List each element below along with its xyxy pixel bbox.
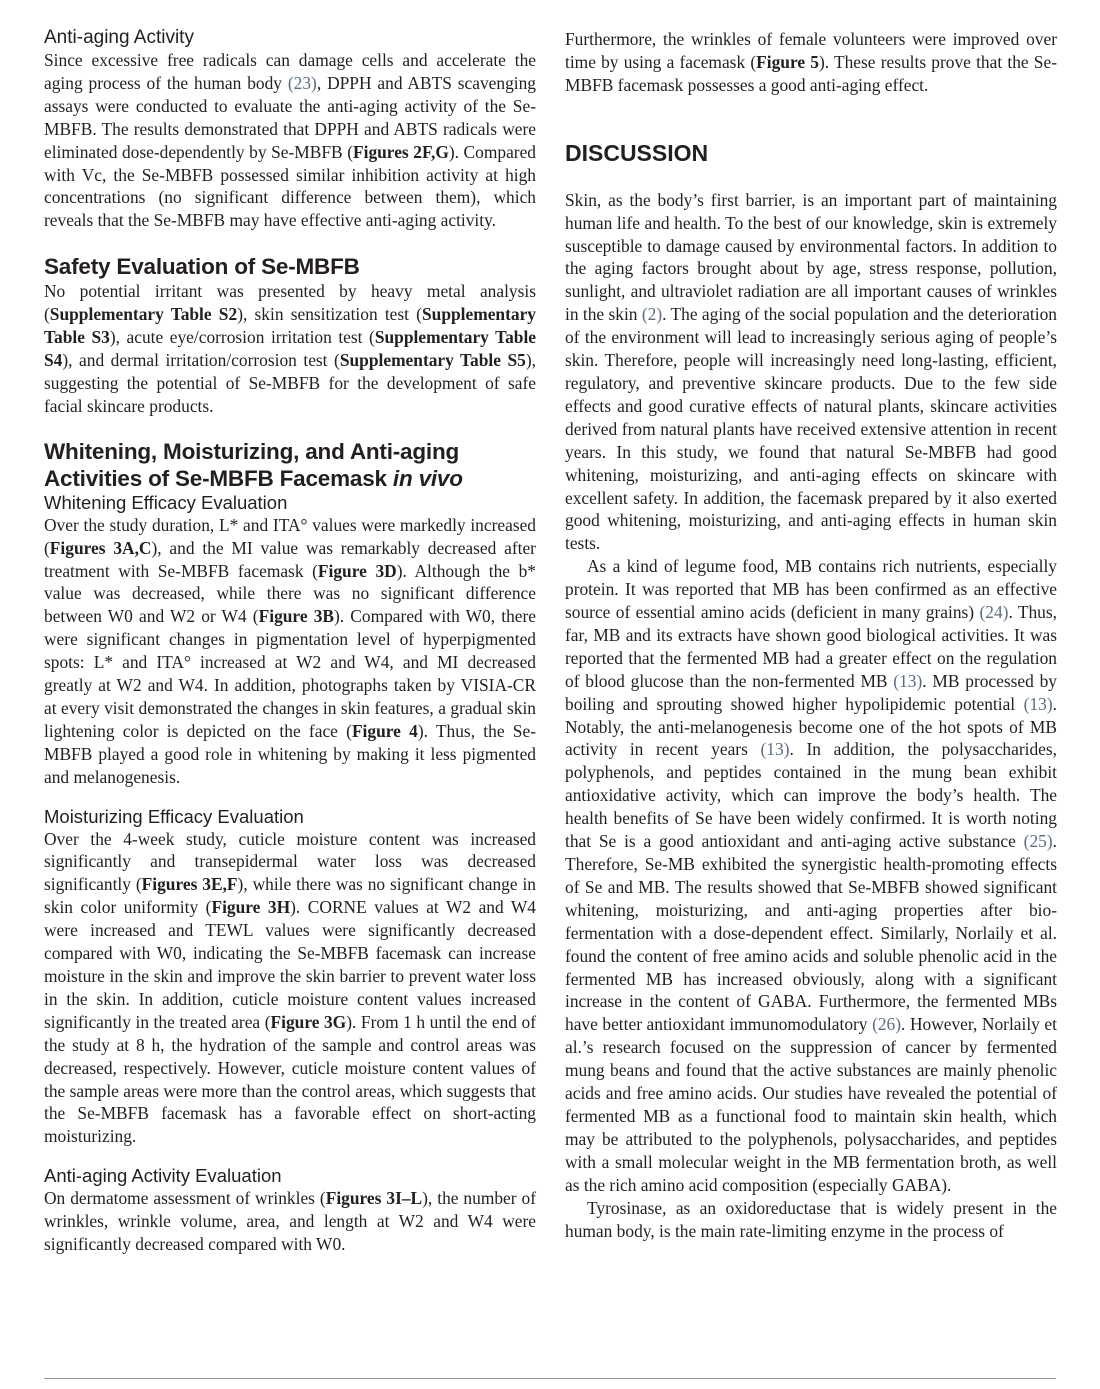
table-link[interactable]: Supplementary Table S3 [44, 304, 537, 348]
citation-link[interactable]: (24) [979, 602, 1009, 623]
subsection-heading: Moisturizing Efficacy Evaluation [44, 805, 304, 827]
table-link[interactable]: Supplementary Table S2 [49, 304, 238, 325]
figure-link[interactable]: Figure 3D [317, 560, 397, 581]
paragraph: Furthermore, the wrinkles of female volunteers were improved over time by using a facemask (Figure 5). These results prove that the Se-MBFB facemask possesses a good anti-aging effect. [565, 29, 1057, 95]
paragraph: No potential irritant was presented by heavy metal analysis (Supplementary Table S2), skin sensitization test (Supplementary Table S3), acute eye/corrosion irritation test (Supplementary Table S4), and dermal irritation/corrosion test (Supplementary Table S5), suggesting the potential of Se-MBFB for the development of safe facial skincare products. [44, 281, 537, 416]
section-safety-evaluation [44, 253, 536, 417]
figure-link[interactable]: Figures 3E,F [141, 874, 238, 895]
paragraph: Over the study duration, L* and ITA° values were markedly increased (Figures 3A,C), and the MI value was remarkably decreased after treatment with Se-MBFB facemask (Figure 3D). Although the b* value was decreased, while there was no significant difference between W0 and W2 or W4 (Figure 3B). Compared with W0, there were significant changes in pigmentation level of hyperpigmented spots: L* and ITA° increased at W2 and W4, and MI decreased greatly at W2 and W4. In addition, photographs taken by VISIA-CR at every visit demonstrated the changes in skin features, a gradual skin lightening color is depicted on the face (Figure 4). Thus, the Se-MBFB played a good role in whitening by making it less pigmented and melanogenesis. [44, 514, 536, 787]
table-link[interactable]: Supplementary Table S4 [44, 327, 537, 370]
figure-link[interactable]: Figure 3G [270, 1011, 347, 1032]
right-column [565, 28, 1057, 1242]
figure-link[interactable]: Figure 3H [211, 897, 291, 918]
section-heading: Whitening, Moisturizing, and Anti-aging Activities of Se-MBFB Facemask in vivo [44, 438, 463, 491]
figure-link[interactable]: Figures 3I–L [325, 1188, 423, 1209]
section-heading: DISCUSSION [565, 139, 709, 166]
citation-link[interactable]: (2) [641, 304, 663, 325]
subsection-anti-aging-evaluation [44, 1165, 536, 1256]
paragraph: As a kind of legume food, MB contains rich nutrients, especially protein. It was reported that MB has been confirmed as an effective source of essential amino acids (deficient in many grains) (24). Thus, far, MB and its extracts have shown good biological activities. It was reported that the fermented MB had a greater effect on the regulation of blood glucose than the non-fermented MB (13). MB processed by boiling and sprouting showed higher hypolipidemic potential (13). Notably, the anti-melanogenesis become one of the hot spots of MB activity in recent years (13). In addition, the polysaccharides, polyphenols, and peptides contained in the mung bean exhibit antioxidative activity, which can improve the body’s health. The health benefits of Se have been widely confirmed. It is worth noting that Se is a good antioxidant and anti-aging active substance (25). Therefore, Se-MB exhibited the synergistic health-promoting effects of Se and MB. The results showed that Se-MBFB showed significant whitening, moisturizing, and anti-aging properties after bio-fermentation with a dose-dependent effect. Similarly, Norlaily et al. found the content of free amino acids and soluble phenolic acid in the fermented MB has increased obviously, along with a significant increase in the content of GABA. Furthermore, the fermented MBs have better antioxidant immunomodulatory (26). However, Norlaily et al.’s research focused on the suppression of cancer by fermented mung beans and found that the active substances are mainly phenolic acids and free amino acids. Our studies have revealed the potential of fermented MB as a functional food to maintain skin health, which may be attributed to the polyphenols, polysaccharides, and peptides with a small molecular weight in the MB fermentation broth, as well as the rich amino acid composition (especially GABA). [565, 556, 1057, 1195]
citation-link[interactable]: (23) [287, 72, 317, 93]
table-link[interactable]: Supplementary Table S5 [339, 349, 526, 370]
citation-link[interactable]: (13) [1023, 693, 1053, 714]
citation-link[interactable]: (13) [893, 670, 923, 691]
figure-link[interactable]: Figure 3B [258, 606, 334, 627]
citation-link[interactable]: (26) [872, 1014, 902, 1035]
citation-link[interactable]: (25) [1023, 831, 1053, 852]
figure-link[interactable]: Figure 4 [351, 720, 418, 741]
figure-link[interactable]: Figures 2F,G [352, 141, 449, 162]
section-anti-aging-activity [44, 26, 536, 232]
subsection-whitening [44, 492, 536, 789]
figure-link[interactable]: Figure 5 [756, 51, 819, 72]
subsection-heading: Anti-aging Activity Evaluation [44, 1165, 282, 1187]
paragraph: Skin, as the body’s first barrier, is an important part of maintaining human life and health. To the best of our knowledge, skin is extremely susceptible to damage caused by environmental factors. In addition to the aging factors brought about by age, stress response, pollution, sunlight, and ultraviolet radiation are all important causes of wrinkles in the skin (2). The aging of the social population and the deterioration of the environment will lead to increasingly serious aging of people’s skin. Therefore, people will increasingly need long-lasting, efficient, regulatory, and preventive skincare products. Due to the few side effects and good curative effects of natural plants, skincare activities derived from natural plants have received extensive attention in recent years. In this study, we found that natural Se-MBFB had good whitening, moisturizing, and anti-aging effects on skincare with excellent safety. In addition, the facemask prepared by it also exerted good whitening, moisturizing, and anti-aging effects in human skin tests. [565, 189, 1057, 554]
left-column [44, 26, 536, 1256]
section-heading: Anti-aging Activity [44, 27, 194, 48]
paragraph: On dermatome assessment of wrinkles (Figures 3I–L), the number of wrinkles, wrinkle volume, area, and length at W2 and W4 were significantly decreased compared with W0. [44, 1188, 536, 1255]
footer-divider [44, 1378, 1056, 1379]
paragraph: Tyrosinase, as an oxidoreductase that is widely present in the human body, is the main rate-limiting enzyme in the process of [565, 1197, 1057, 1241]
section-heading: Safety Evaluation of Se-MBFB [44, 254, 360, 280]
citation-link[interactable]: (13) [760, 739, 790, 760]
paragraph: Over the 4-week study, cuticle moisture content was increased significantly and transepidermal water loss was decreased significantly (Figures 3E,F), while there was no significant change in skin color uniformity (Figure 3H). CORNE values at W2 and W4 were increased and TEWL values were significantly decreased compared with W0, indicating the Se-MBFB facemask can increase moisture in the skin and improve the skin barrier to prevent water loss in the skin. In addition, cuticle moisture content values increased significantly in the treated area (Figure 3G). From 1 h until the end of the study at 8 h, the hydration of the sample and control areas was decreased, respectively. However, cuticle moisture content values of the sample areas were more than the control areas, which suggests that the Se-MBFB facemask has a favorable effect on short-acting moisturizing. [44, 828, 536, 1147]
subsection-heading: Whitening Efficacy Evaluation [44, 491, 288, 513]
figure-link[interactable]: Figures 3A,C [49, 537, 152, 558]
section-in-vivo [44, 438, 536, 1256]
paragraph: Since excessive free radicals can damage cells and accelerate the aging process of the human body (23), DPPH and ABTS scavenging assays were conducted to evaluate the anti-aging activity of the Se-MBFB. The results demonstrated that DPPH and ABTS radicals were eliminated dose-dependently by Se-MBFB (Figures 2F,G). Compared with Vc, the Se-MBFB possessed similar inhibition activity at high concentrations (no significant difference between them), which reveals that the Se-MBFB may have effective anti-aging activity. [44, 50, 536, 231]
section-discussion [565, 139, 1057, 1243]
subsection-moisturizing [44, 806, 536, 1149]
